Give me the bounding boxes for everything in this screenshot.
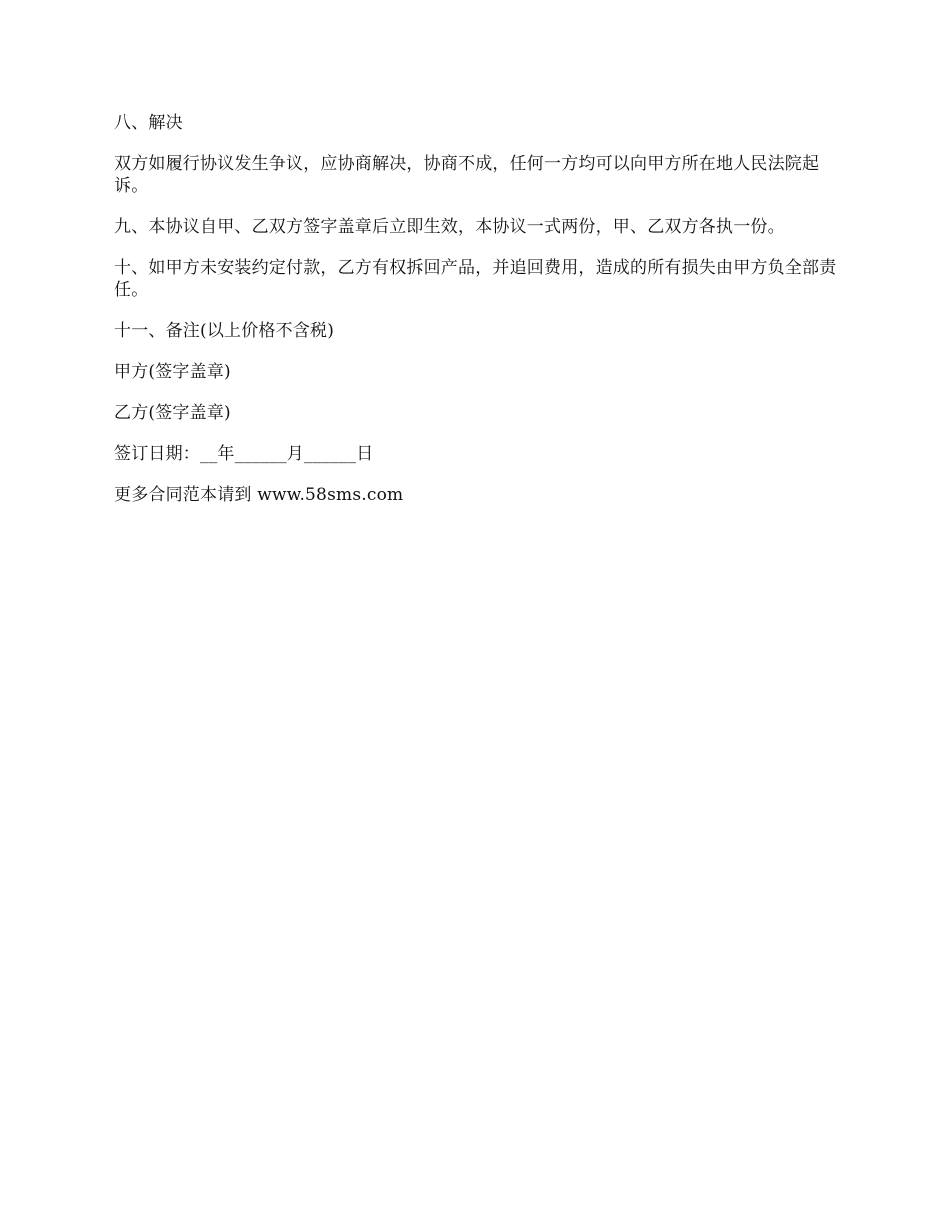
party-b-signature: 乙方(签字盖章)	[114, 403, 231, 423]
party-a-signature: 甲方(签字盖章)	[114, 362, 231, 382]
section-heading-resolution: 八、解决	[114, 113, 183, 133]
signing-date: 签订日期：__年______月______日	[114, 444, 374, 464]
payment-default-clause: 十、如甲方未安装约定付款，乙方有权拆回产品，并追回费用，造成的所有损失由甲方负全部责任。	[114, 258, 837, 300]
document-body	[114, 112, 844, 525]
dispute-resolution-clause: 双方如履行协议发生争议，应协商解决，协商不成，任何一方均可以向甲方所在地人民法院起诉。	[114, 154, 820, 196]
remarks-line: 十一、备注(以上价格不含税)	[114, 321, 335, 341]
effectiveness-clause: 九、本协议自甲、乙双方签字盖章后立即生效，本协议一式两份，甲、乙双方各执一份。	[114, 217, 785, 237]
footer-note: 更多合同范本请到 www.58sms.com	[114, 485, 404, 505]
